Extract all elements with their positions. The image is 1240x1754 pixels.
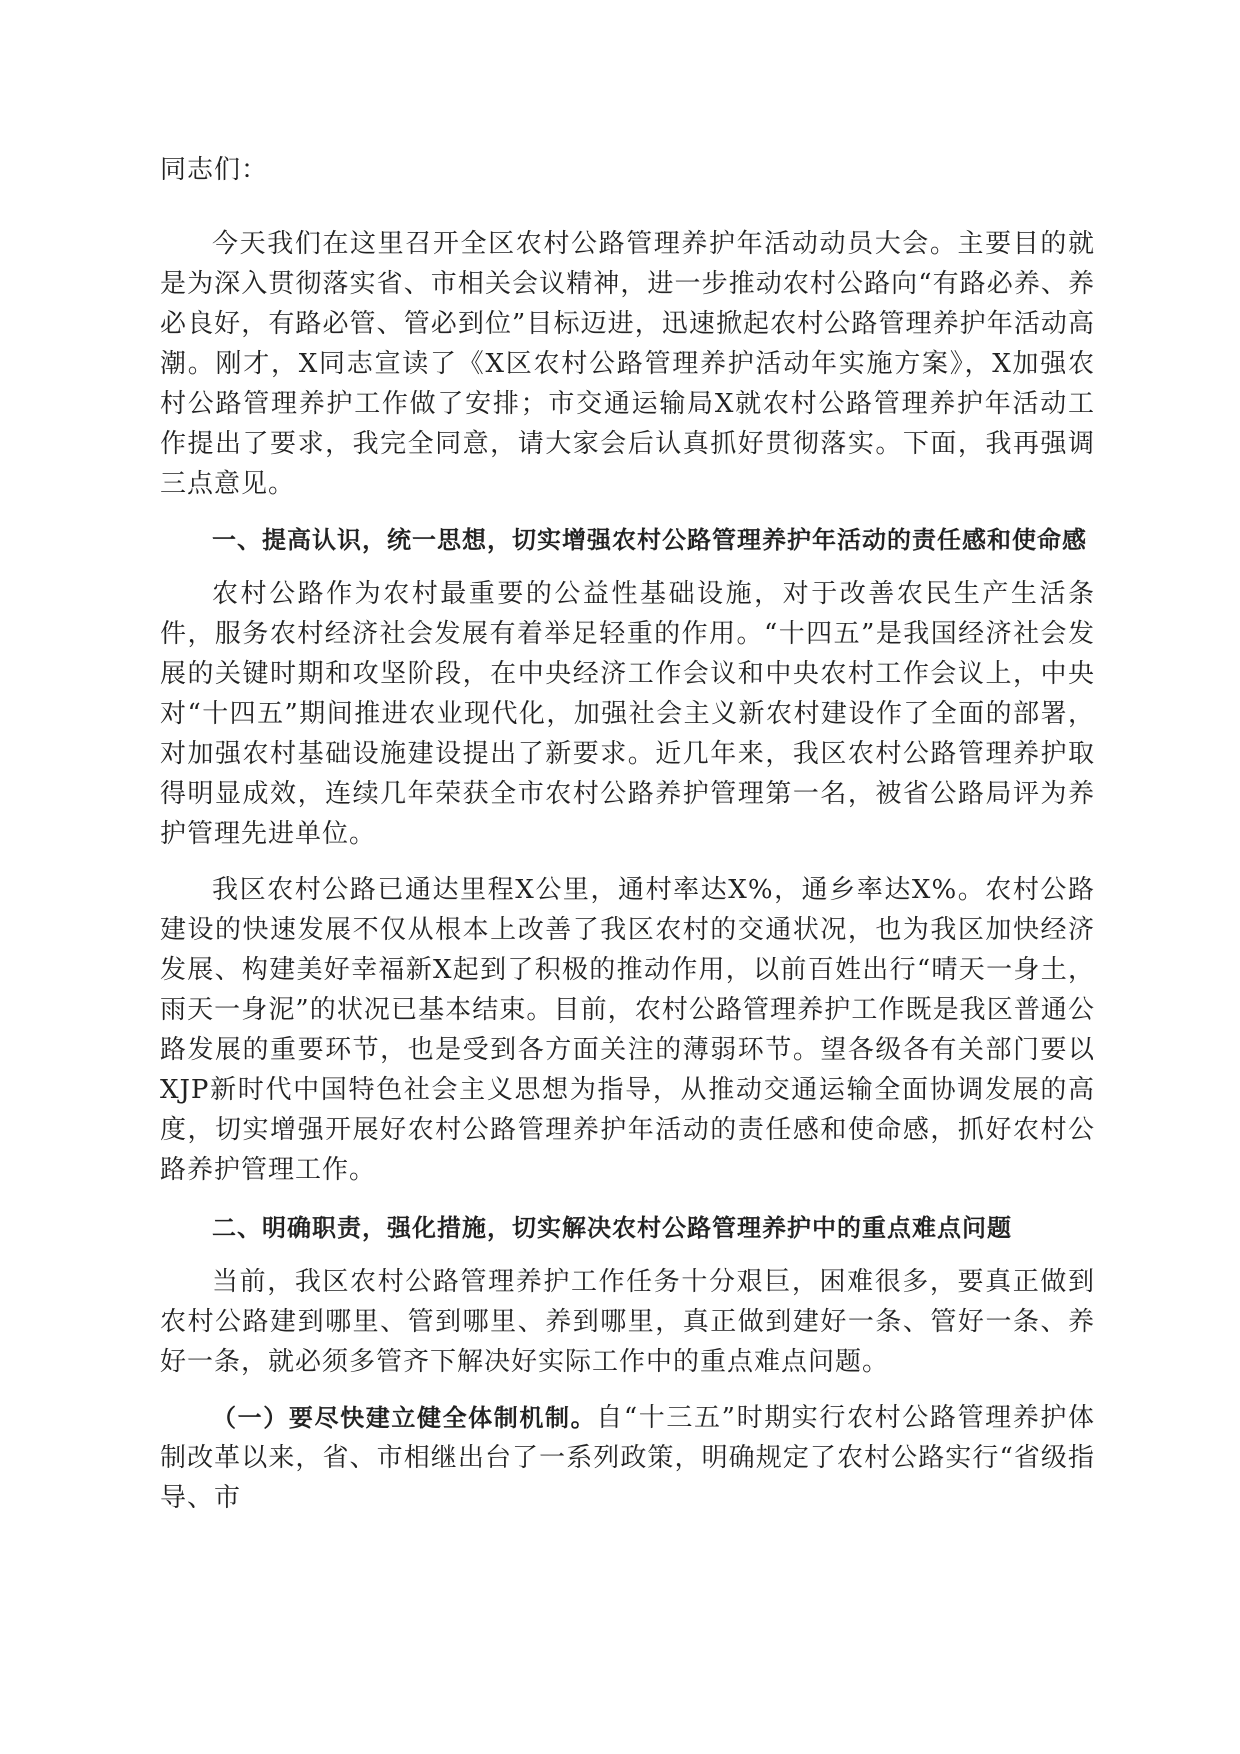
greeting: 同志们：: [160, 155, 269, 185]
section-2-heading: 二、明确职责，强化措施，切实解决农村公路管理养护中的重点难点问题: [212, 1214, 1012, 1242]
section-1-heading: 一、提高认识，统一思想，切实增强农村公路管理养护年活动的责任感和使命感: [212, 526, 1087, 554]
item-1-text: 自“十三五”时期实行农村公路管理养护体制改革以来，省、市相继出台了一系列政策，明确规定了农村公路实行“省级指导、市: [160, 1403, 1095, 1513]
intro-paragraph: 今天我们在这里召开全区农村公路管理养护年活动动员大会。主要目的就是为深入贯彻落实省、市相关会议精神，进一步推动农村公路向“有路必养、养必良好，有路必管、管必到位”目标迈进，迅速掀起农村公路管理养护年活动高潮。刚才，X同志宣读了《X区农村公路管理养护活动年实施方案》，X加强农村公路管理养护工作做了安排；市交通运输局X就农村公路管理养护年活动工作提出了要求，我完全同意，请大家会后认真抓好贯彻落实。下面，我再强调三点意见。: [160, 229, 1095, 499]
section-1-paragraph-2: 我区农村公路已通达里程X公里，通村率达X%，通乡率达X%。农村公路建设的快速发展不仅从根本上改善了我区农村的交通状况，也为我区加快经济发展、构建美好幸福新X起到了积极的推动作用，以前百姓出行“晴天一身土，雨天一身泥”的状况已基本结束。目前，农村公路管理养护工作既是我区普通公路发展的重要环节，也是受到各方面关注的薄弱环节。望各级各有关部门要以XJP新时代中国特色社会主义思想为指导，从推动交通运输全面协调发展的高度，切实增强开展好农村公路管理养护年活动的责任感和使命感，抓好农村公路养护管理工作。: [160, 875, 1095, 1185]
item-1-lead: （一）要尽快建立健全体制机制。: [212, 1404, 597, 1432]
section-1-paragraph-1: 农村公路作为农村最重要的公益性基础设施，对于改善农民生产生活条件，服务农村经济社会发展有着举足轻重的作用。“十四五”是我国经济社会发展的关键时期和攻坚阶段，在中央经济工作会议和中央农村工作会议上，中央对“十四五”期间推进农业现代化，加强社会主义新农村建设作了全面的部署，对加强农村基础设施建设提出了新要求。近几年来，我区农村公路管理养护取得明显成效，连续几年荣获全市农村公路养护管理第一名，被省公路局评为养护管理先进单位。: [160, 579, 1095, 849]
section-2-paragraph-1: 当前，我区农村公路管理养护工作任务十分艰巨，困难很多，要真正做到农村公路建到哪里、管到哪里、养到哪里，真正做到建好一条、管好一条、养好一条，就必须多管齐下解决好实际工作中的重点难点问题。: [160, 1267, 1095, 1377]
item-1-paragraph: [160, 1398, 1095, 1518]
